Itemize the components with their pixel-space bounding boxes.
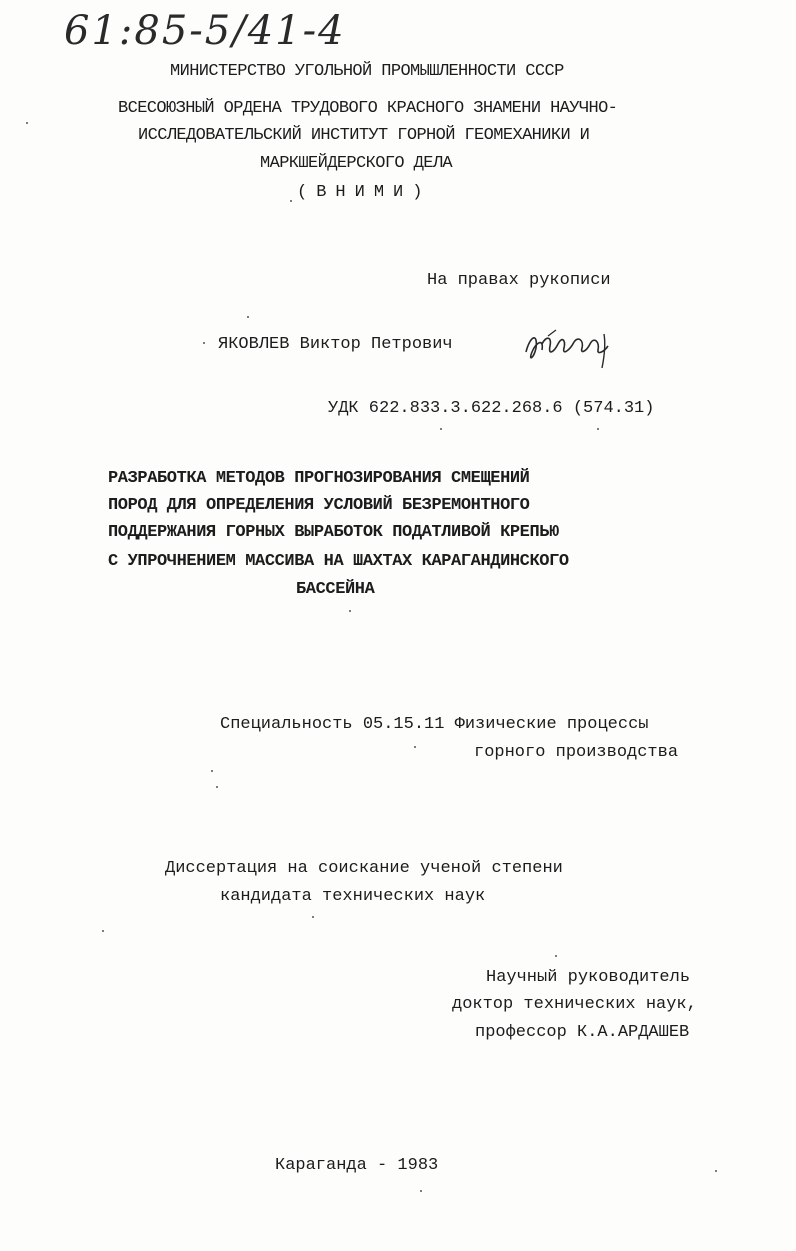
dissertation-line-1: Диссертация на соискание ученой степени	[165, 859, 563, 878]
institute-line-3: МАРКШЕЙДЕРСКОГО ДЕЛА	[260, 154, 453, 173]
title-line-4: С УПРОЧНЕНИЕМ МАССИВА НА ШАХТАХ КАРАГАНДИНСКОГО	[108, 552, 569, 571]
scan-speck	[715, 1170, 717, 1172]
scan-speck	[597, 428, 599, 430]
archive-number: 61:85-5/41-4	[64, 8, 346, 54]
institute-abbreviation: ( В Н И М И )	[297, 183, 422, 202]
title-line-5: БАССЕЙНА	[296, 580, 375, 599]
author-name: ЯКОВЛЕВ Виктор Петрович	[218, 335, 453, 354]
title-line-2: ПОРОД ДЛЯ ОПРЕДЕЛЕНИЯ УСЛОВИЙ БЕЗРЕМОНТНОГО	[108, 496, 530, 515]
supervisor-line-2: доктор технических наук,	[452, 995, 697, 1014]
scan-speck	[312, 916, 314, 918]
author-signature	[520, 322, 620, 374]
scan-speck	[211, 770, 213, 772]
scan-speck	[420, 1190, 422, 1192]
scan-speck	[102, 930, 104, 932]
specialty-line-2: горного производства	[474, 743, 679, 762]
supervisor-line-3: профессор К.А.АРДАШЕВ	[475, 1023, 690, 1042]
scan-speck	[290, 200, 292, 202]
udc-code: УДК 622.833.3.622.268.6 (574.31)	[328, 399, 655, 418]
institute-line-1: ВСЕСОЮЗНЫЙ ОРДЕНА ТРУДОВОГО КРАСНОГО ЗНАМЕНИ НАУЧНО-	[118, 99, 618, 118]
scan-speck	[349, 610, 351, 612]
scan-speck	[555, 955, 557, 957]
scan-speck	[440, 428, 442, 430]
scan-speck	[216, 786, 218, 788]
institute-line-2: ИССЛЕДОВАТЕЛЬСКИЙ ИНСТИТУТ ГОРНОЙ ГЕОМЕХАНИКИ И	[138, 126, 590, 145]
dissertation-line-2: кандидата технических наук	[220, 887, 486, 906]
title-line-3: ПОДДЕРЖАНИЯ ГОРНЫХ ВЫРАБОТОК ПОДАТЛИВОЙ КРЕПЬЮ	[108, 523, 559, 542]
title-line-1: РАЗРАБОТКА МЕТОДОВ ПРОГНОЗИРОВАНИЯ СМЕЩЕНИЙ	[108, 469, 530, 488]
specialty-line-1: Специальность 05.15.11 Физические процессы	[220, 715, 649, 734]
ministry-name: МИНИСТЕРСТВО УГОЛЬНОЙ ПРОМЫШЛЕННОСТИ СССР	[170, 62, 564, 81]
supervisor-line-1: Научный руководитель	[486, 968, 691, 987]
scan-speck	[26, 122, 28, 124]
scan-speck	[203, 342, 205, 344]
scan-speck	[247, 316, 249, 318]
scan-speck	[414, 746, 416, 748]
place-year: Караганда - 1983	[275, 1156, 439, 1175]
manuscript-rights: На правах рукописи	[427, 271, 611, 290]
